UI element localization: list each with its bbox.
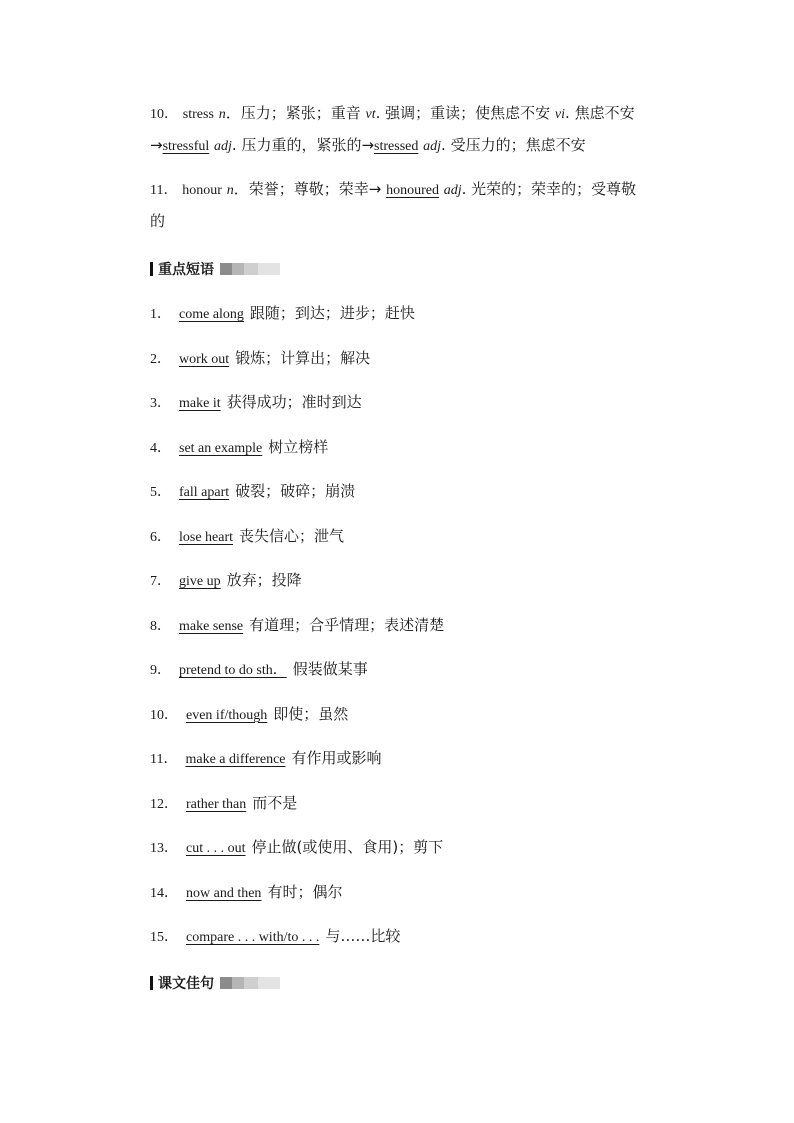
part-of-speech: vt: [365, 107, 376, 122]
section-gradient-decoration: [220, 263, 280, 275]
phrase-item: [150, 781, 650, 826]
phrase-number: 14．: [150, 885, 178, 901]
derived-word: stressed: [374, 139, 419, 154]
phrase-text: even if/though: [186, 707, 268, 723]
entry-number: 10．: [150, 107, 178, 122]
phrase-number: 3．: [150, 396, 171, 411]
vocab-entry-honour: [150, 174, 650, 237]
phrase-text: set an example: [179, 440, 263, 456]
phrase-number: 6．: [150, 529, 171, 545]
phrase-number: 11．: [150, 752, 178, 767]
phrase-text: rather than: [186, 796, 247, 812]
phrase-item: [150, 336, 650, 381]
phrase-meaning: 有道理；合乎情理；表述清楚: [249, 615, 445, 634]
part-of-speech: n: [226, 183, 234, 198]
phrase-item: [150, 603, 650, 648]
phrase-meaning: 即使；虽然: [273, 704, 349, 723]
phrase-meaning: 锻炼；计算出；解决: [235, 348, 371, 367]
phrase-item: [150, 514, 650, 559]
phrase-meaning: 假装做某事: [292, 660, 368, 678]
phrase-text: fall apart: [179, 485, 230, 500]
phrase-meaning: 有时；偶尔: [267, 882, 343, 901]
phrase-number: 1．: [150, 307, 171, 322]
derived-word: stressful: [162, 139, 210, 154]
phrase-text: pretend to do sth．: [179, 663, 287, 678]
phrase-text: now and then: [186, 885, 262, 901]
phrase-text: lose heart: [179, 529, 234, 545]
part-of-speech: vi: [554, 107, 566, 122]
phrase-item: [150, 736, 650, 781]
phrase-number: 12．: [150, 796, 178, 812]
phrase-meaning: 放弃；投降: [226, 571, 302, 589]
phrase-text: make a difference: [185, 752, 286, 767]
phrase-text: come along: [179, 307, 244, 322]
headword: stress: [182, 107, 214, 122]
phrase-text: give up: [179, 574, 221, 589]
phrase-item: [150, 425, 650, 470]
section-header-phrases: [150, 259, 650, 279]
definition: . 受压力的；焦虑不安: [441, 136, 586, 154]
phrase-item: [150, 914, 650, 959]
definition: . 强调；重读；使焦虑不安: [375, 104, 551, 122]
phrase-item: [150, 692, 650, 737]
section-bar-icon: [150, 976, 153, 990]
phrase-item: [150, 558, 650, 603]
part-of-speech: adj: [423, 139, 442, 154]
phrase-text: work out: [179, 351, 230, 367]
definition: . 焦虑不安→: [150, 104, 635, 154]
phrase-number: 9．: [150, 663, 171, 678]
phrase-meaning: 有作用或影响: [291, 749, 382, 767]
phrase-meaning: 丧失信心；泄气: [239, 526, 345, 545]
phrase-meaning: 与……比较: [325, 927, 401, 945]
phrase-meaning: 而不是: [252, 793, 298, 812]
definition: . 压力重的，紧张的→: [231, 136, 375, 154]
headword: honour: [182, 183, 222, 198]
phrase-number: 5．: [150, 485, 171, 500]
phrase-meaning: 跟随；到达；进步；赶快: [249, 304, 415, 322]
phrase-number: 8．: [150, 618, 171, 634]
phrase-list: [150, 291, 650, 959]
section-gradient-decoration: [220, 977, 280, 989]
section-header-sentences: [150, 973, 650, 993]
phrase-number: 4．: [150, 440, 171, 456]
phrase-text: make it: [179, 396, 221, 411]
part-of-speech: n: [218, 107, 226, 122]
phrase-number: 10．: [150, 707, 178, 723]
vocab-entry-stress: [150, 98, 650, 162]
section-title: 重点短语: [158, 262, 214, 278]
phrase-number: 13．: [150, 841, 178, 856]
phrase-text: make sense: [179, 618, 244, 634]
phrase-text: compare . . . with/to . . .: [186, 930, 320, 945]
phrase-item: [150, 291, 650, 336]
phrase-number: 7．: [150, 574, 171, 589]
phrase-item: [150, 380, 650, 425]
phrase-meaning: 获得成功；准时到达: [226, 393, 362, 411]
definition: . 光荣的；荣幸的；受尊敬的: [150, 180, 637, 230]
phrase-text: cut . . . out: [186, 841, 246, 856]
document-page: [150, 98, 650, 1005]
phrase-item: [150, 647, 650, 692]
definition: ．荣誉；尊敬；荣幸→: [233, 180, 382, 198]
section-bar-icon: [150, 262, 153, 276]
entry-number: 11．: [150, 183, 178, 198]
phrase-item: [150, 825, 650, 870]
phrase-number: 2．: [150, 351, 171, 367]
phrase-meaning: 破裂；破碎；崩溃: [235, 482, 356, 500]
phrase-item: [150, 469, 650, 514]
section-title: 课文佳句: [158, 975, 214, 992]
definition: ．压力；紧张；重音: [225, 104, 361, 122]
part-of-speech: adj: [443, 183, 462, 198]
phrase-number: 15．: [150, 930, 178, 945]
phrase-meaning: 树立榜样: [268, 437, 329, 456]
part-of-speech: adj: [214, 139, 232, 154]
phrase-item: [150, 870, 650, 915]
derived-word: honoured: [386, 183, 439, 198]
phrase-meaning: 停止做(或使用、食用)；剪下: [251, 838, 444, 856]
